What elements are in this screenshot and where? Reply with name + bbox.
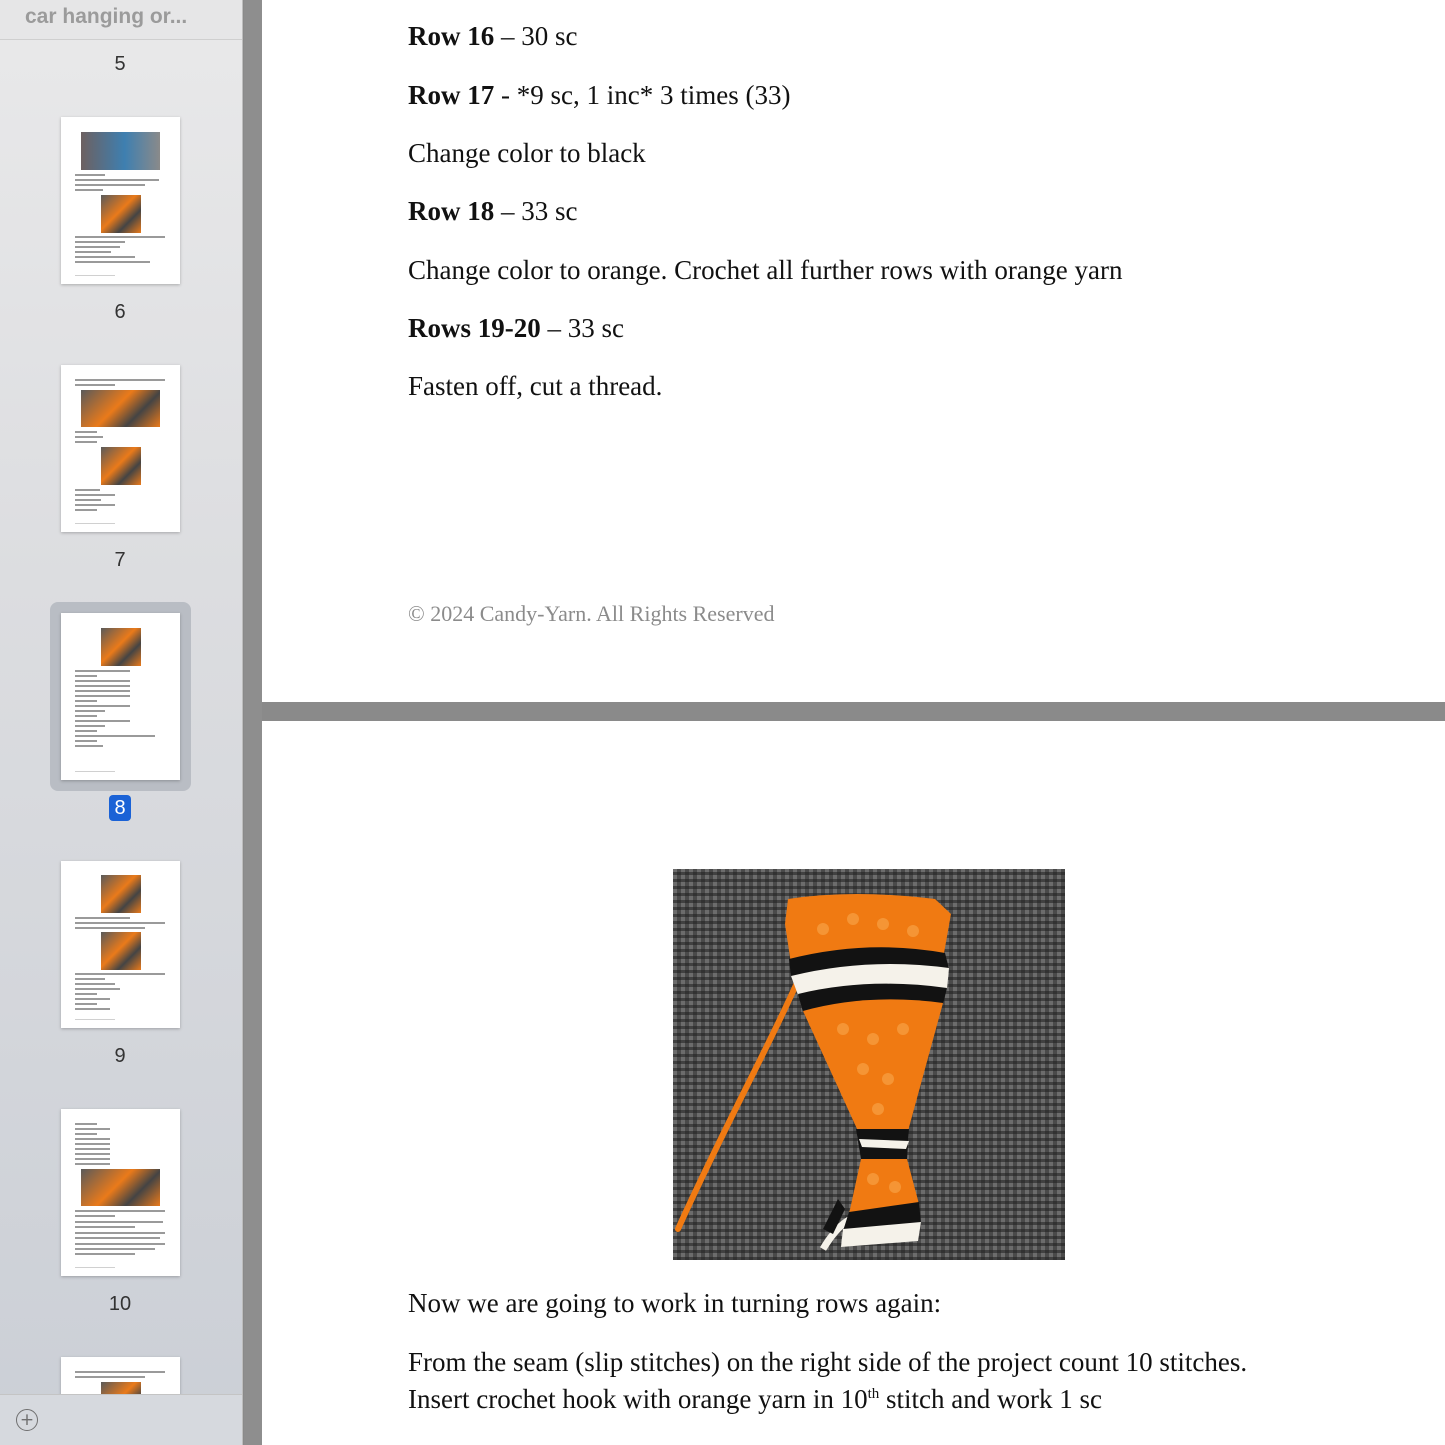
count-stitches-line: From the seam (slip stitches) on the right side of the project count 10 stitches.: [408, 1347, 1248, 1377]
page-number-6[interactable]: 6: [114, 301, 126, 323]
page-thumbnail-9[interactable]: [61, 861, 180, 1028]
sidebar-header: [0, 0, 243, 40]
page-thumbnail-10[interactable]: [61, 1109, 180, 1276]
crochet-piece-illustration: [673, 869, 1065, 1260]
row-17-line: Row 17 - *9 sc, 1 inc* 3 times (33): [408, 80, 791, 110]
page-number-9[interactable]: 9: [114, 1045, 126, 1067]
copyright-footer: © 2024 Candy-Yarn. All Rights Reserved: [408, 601, 775, 626]
selected-page-badge[interactable]: 8: [109, 795, 130, 821]
page-number-10[interactable]: 10: [108, 1293, 132, 1315]
thumb-image: [81, 390, 160, 427]
row-16-line: Row 16 – 30 sc: [408, 21, 578, 51]
page-thumbnail-8[interactable]: [61, 613, 180, 780]
thumb-image: [101, 875, 141, 913]
page-thumbnail-7[interactable]: [61, 365, 180, 532]
change-color-black-line: Change color to black: [408, 138, 646, 168]
page-number-5[interactable]: 5: [114, 53, 126, 75]
rows-19-20-line: Rows 19-20 – 33 sc: [408, 313, 624, 343]
page-thumbnail-6[interactable]: [61, 117, 180, 284]
crochet-project-photo: [673, 869, 1065, 1260]
thumb-image: [101, 932, 141, 970]
page-number-7[interactable]: 7: [114, 549, 126, 571]
turning-rows-line: Now we are going to work in turning rows again:: [408, 1288, 942, 1318]
thumbnail-sidebar[interactable]: [0, 0, 243, 1445]
add-page-button[interactable]: +: [16, 1409, 38, 1431]
page-number-8[interactable]: [0, 795, 240, 821]
document-page-bottom: [262, 721, 1445, 1445]
thumb-image: [81, 132, 160, 170]
document-page-top: [262, 0, 1445, 702]
thumb-image: [101, 195, 141, 233]
thumb-image: [101, 447, 141, 485]
row-18-line: Row 18 – 33 sc: [408, 196, 578, 226]
thumb-image: [81, 1169, 160, 1206]
change-color-orange-line: Change color to orange. Crochet all further rows with orange yarn: [408, 255, 1123, 285]
fasten-off-line: Fasten off, cut a thread.: [408, 371, 663, 401]
page-gutter: [244, 0, 262, 1445]
document-title: car hanging or...: [25, 5, 188, 28]
thumb-image: [101, 628, 141, 666]
insert-hook-line: Insert crochet hook with orange yarn in 10th stitch and work 1 sc: [408, 1384, 1102, 1414]
